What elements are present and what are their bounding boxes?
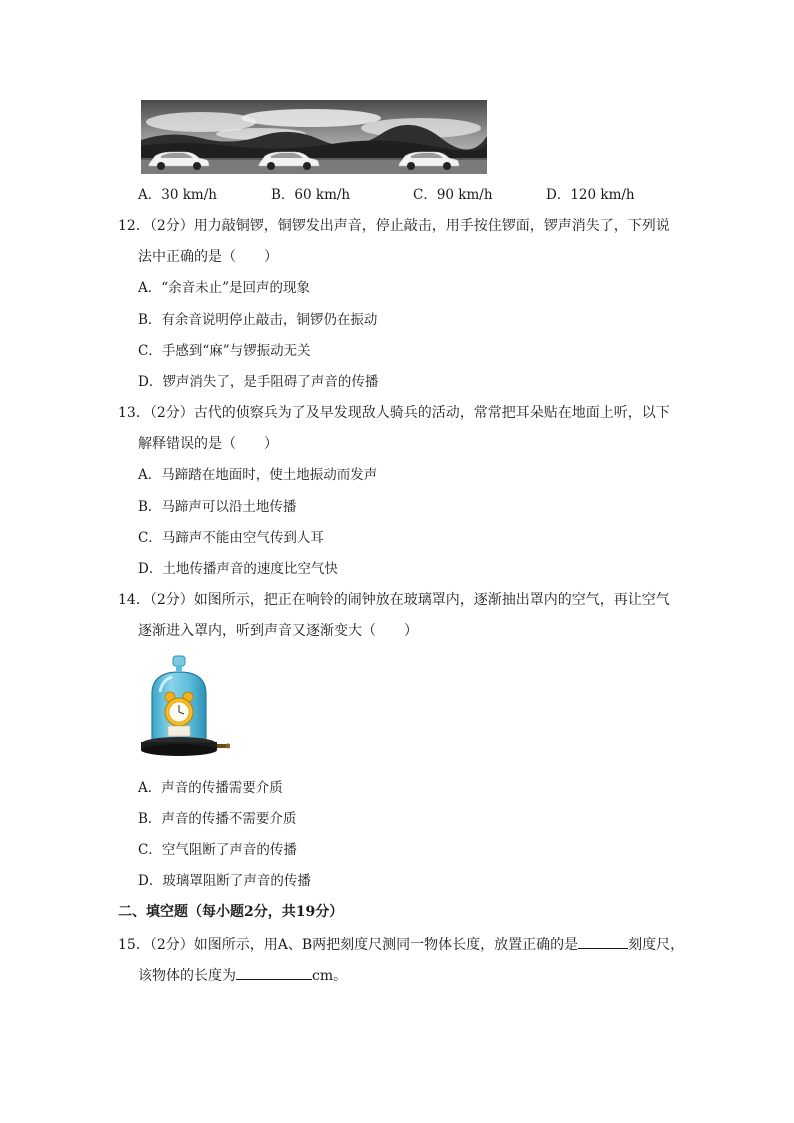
q12-option-d: D．锣声消失了，是手阻碍了声音的传播: [138, 374, 379, 390]
q14-option-a: A．声音的传播需要介质: [138, 780, 283, 796]
q12-option-a: A．“余音未止”是回声的现象: [138, 280, 311, 296]
cars-on-road-image: [141, 100, 487, 174]
q15-stem-line2-text: 该物体的长度为: [138, 968, 236, 984]
q15-blank-2[interactable]: [236, 965, 312, 980]
q11-option-c: C．90 km/h: [413, 187, 493, 203]
q13-option-d: D．土地传播声音的速度比空气快: [138, 561, 338, 577]
q11-option-b: B．60 km/h: [271, 187, 351, 203]
q12-option-b: B．有余音说明停止敲击，铜锣仍在振动: [138, 312, 378, 328]
q15-blank-1[interactable]: [578, 934, 628, 949]
q15-stem-line1: [118, 934, 684, 955]
q15-stem-line1-tail: 刻度尺，: [628, 937, 685, 953]
q14-stem-line1: 14．（2分）如图所示，把正在响铃的闹钟放在玻璃罩内，逐渐抽出罩内的空气，再让空气: [118, 592, 670, 608]
q11-option-d: D．120 km/h: [546, 187, 635, 203]
q13-option-b: B．马蹄声可以沿土地传播: [138, 499, 297, 515]
q13-option-a: A．马蹄踏在地面时，使土地振动而发声: [138, 467, 378, 483]
q13-stem-line1: 13．（2分）古代的侦察兵为了及早发现敌人骑兵的活动，常常把耳朵贴在地面上听，以下: [118, 405, 670, 421]
q12-option-c: C．手感到“麻”与锣振动无关: [138, 343, 311, 359]
alarm-clock-icon: [165, 692, 193, 736]
q15-stem-line2-unit: cm。: [312, 968, 348, 984]
q14-option-d: D．玻璃罩阻断了声音的传播: [138, 873, 311, 889]
q13-option-c: C．马蹄声不能由空气传到人耳: [138, 530, 324, 546]
q15-stem-line2: [138, 965, 347, 986]
q13-stem-line2: 解释错误的是（ ）: [138, 436, 278, 452]
q12-stem-line1: 12．（2分）用力敲铜锣，铜锣发出声音，停止敲击，用手按住锣面，锣声消失了，下列说: [118, 218, 670, 234]
q14-option-c: C．空气阻断了声音的传播: [138, 842, 297, 858]
q14-stem-line2: 逐渐进入罩内，听到声音又逐渐变大（ ）: [138, 623, 418, 639]
section-title-fill-in: 二、填空题（每小题2分，共19分）: [118, 904, 344, 920]
bell-jar-alarm-clock-image: [138, 652, 230, 764]
q15-stem-line1-text: 15．（2分）如图所示，用A、B两把刻度尺测同一物体长度，放置正确的是: [118, 937, 579, 953]
q11-option-a: A．30 km/h: [138, 187, 217, 203]
q14-option-b: B．声音的传播不需要介质: [138, 811, 297, 827]
q12-stem-line2: 法中正确的是（ ）: [138, 249, 278, 265]
